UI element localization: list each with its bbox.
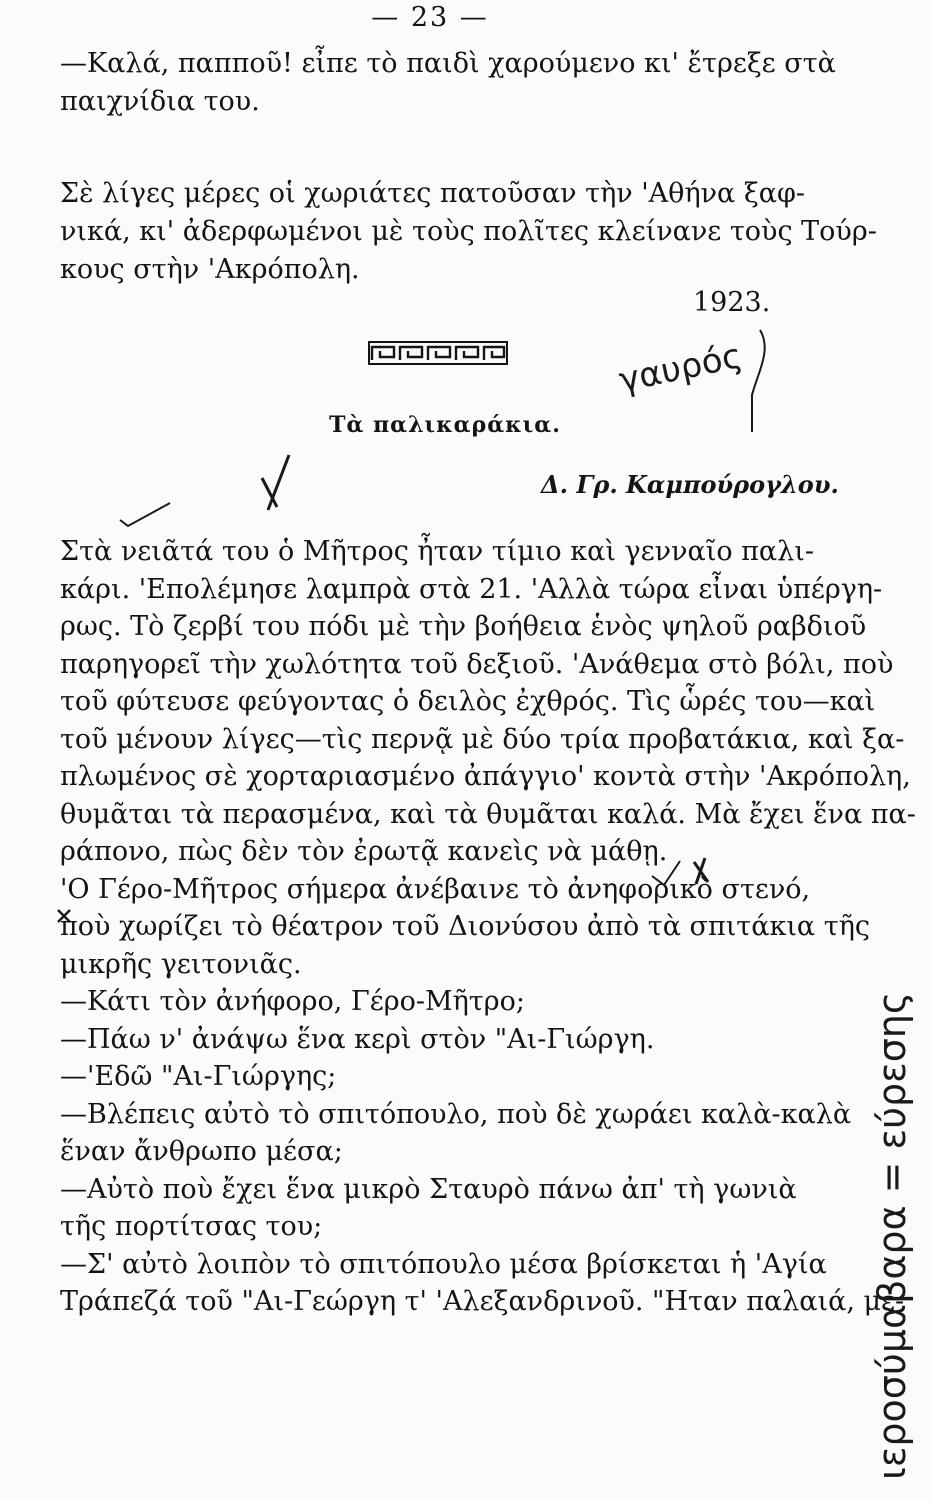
text-line: ἕναν ἄνθρωπο μέσα;	[60, 1136, 343, 1167]
text-line: —Σ' αὐτὸ λοιπὸν τὸ σπιτόπουλο μέσα βρίσκεται ἡ 'Αγία	[60, 1248, 827, 1280]
text-line: ράπονο, πὼς δὲν τὸν ἐρωτᾷ κανεὶς νὰ μάθῃ.	[60, 836, 668, 867]
text-line: παιχνίδια του.	[60, 86, 260, 117]
text-line: ποὺ χωρίζει τὸ θέατρον τοῦ Διονύσου ἀπὸ τὰ σπιτάκια τῆς	[60, 911, 870, 942]
greek-key-ornament	[368, 341, 508, 365]
text-line: τοῦ φύτευσε φεύγοντας ὁ δειλὸς ἐχθρός. Τὶς ὧρές του—καὶ	[60, 686, 876, 717]
text-line: μικρῆς γειτονιᾶς.	[60, 948, 302, 980]
text-line: Σὲ λίγες μέρες οἱ χωριάτες πατοῦσαν τὴν 'Αθήνα ξαφ-	[60, 178, 805, 209]
intro-paragraphs	[60, 45, 850, 121]
text-line: Στὰ νειᾶτά του ὁ Μῆτρος ἦταν τίμιο καὶ γενναῖο παλι-	[60, 536, 814, 567]
text-line: —Βλέπεις αὐτὸ τὸ σπιτόπουλο, ποὺ δὲ χωράει καλὰ-καλὰ	[60, 1098, 852, 1130]
text-line: —Αὐτὸ ποὺ ἔχει ἕνα μικρὸ Σταυρὸ πάνω ἀπ' τὴ γωνιὰ	[60, 1173, 797, 1205]
text-line: —Καλά, παπποῦ! εἶπε τὸ παιδὶ χαρούμενο κι' ἔτρεξε στὰ	[60, 48, 836, 79]
text-line: ρως. Τὸ ζερβί του πόδι μὲ τὴν βοήθεια ἑνὸς ψηλοῦ ραβδιοῦ	[60, 611, 867, 642]
text-line: θυμᾶται τὰ περασμένα, καὶ τὰ θυμᾶται καλά. Μὰ ἔχει ἕνα πα-	[60, 798, 916, 830]
x-mark	[262, 455, 289, 510]
text-line: —Πάω ν' ἀνάψω ἕνα κερὶ στὸν "Αι-Γιώργη.	[60, 1023, 655, 1055]
text-line: κάρι. 'Επολέμησε λαμπρὰ στὰ 21. 'Αλλὰ τώρα εἶναι ὑπέργη-	[60, 573, 883, 605]
text-line: Τράπεζά τοῦ "Αι-Γεώργη τ' 'Αλεξανδρινοῦ. "Ηταν παλαιά, με-	[60, 1286, 905, 1317]
intro-paragraph-2	[60, 175, 877, 289]
author-name: Δ. Γρ. Καμπούρογλου.	[541, 470, 839, 499]
text-line: νικά, κι' ἀδερφωμένοι μὲ τοὺς πολῖτες κλείνανε τοὺς Τούρ-	[60, 216, 877, 247]
text-line: —'Εδῶ "Αι-Γιώργης;	[60, 1061, 337, 1092]
text-line: —Κάτι τὸν ἀνήφορο, Γέρο-Μῆτρο;	[60, 986, 525, 1017]
text-line: 'Ο Γέρο-Μῆτρος σήμερα ἀνέβαινε τὸ ἀνηφορικὸ στενό,	[60, 873, 811, 905]
handwritten-word: γαυρός	[615, 335, 746, 401]
text-line: παρηγορεῖ τὴν χωλότητα τοῦ δεξιοῦ. 'Ανάθεμα στὸ βόλι, ποὺ	[60, 648, 894, 680]
text-line: τῆς πορτίτσας του;	[60, 1211, 323, 1242]
text-line: πλωμένος σὲ χορταριασμένο ἀπάγγιο' κοντὰ στὴν 'Ακρόπολη,	[60, 761, 911, 792]
text-line: κους στὴν 'Ακρόπολη.	[60, 254, 360, 285]
check-mark	[120, 503, 170, 526]
page-number: — 23 —	[371, 2, 489, 33]
story-title: Τὰ παλικαράκια.	[329, 412, 561, 438]
text-line: τοῦ μένουν λίγες—τὶς περνᾷ μὲ δύο τρία προβατάκια, καὶ ξα-	[60, 723, 905, 755]
handwritten-margin-note: ιεροσύμαβαρα = εύρεσης	[870, 991, 914, 1480]
date: 1923.	[693, 287, 771, 318]
